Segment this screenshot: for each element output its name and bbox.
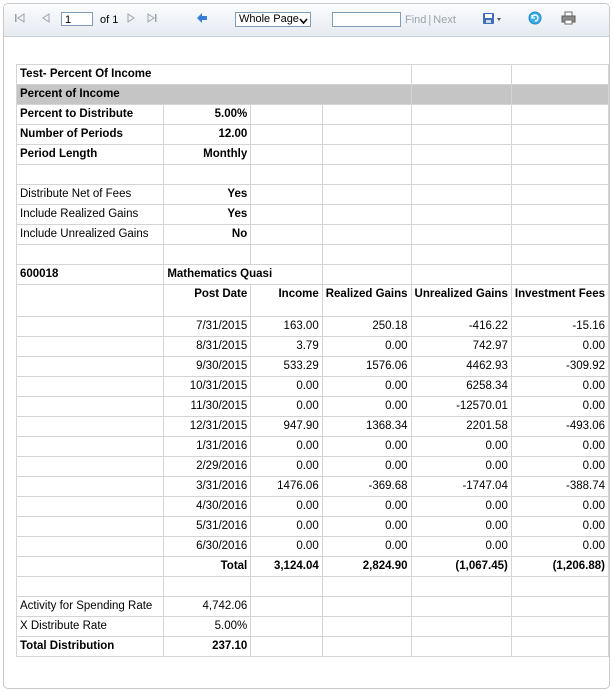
column-header-income: Income [251,285,322,317]
last-page-icon[interactable] [147,13,157,23]
income-cell: 0.00 [251,457,322,477]
chevron-down-icon [299,16,308,29]
setting-label: Period Length [17,145,164,165]
empty-cell [411,597,511,617]
empty-cell [17,417,164,437]
investment-fees-cell: 0.00 [511,537,608,557]
option-row [17,185,609,205]
totals-label: Total [164,557,251,577]
summary-value: 237.10 [164,637,251,657]
empty-cell [411,185,511,205]
account-row [17,265,609,285]
summary-row [17,637,609,657]
summary-row [17,597,609,617]
column-header-row [17,285,609,317]
income-cell: 947.90 [251,417,322,437]
empty-cell [17,477,164,497]
empty-cell [511,105,608,125]
post-date-cell: 6/30/2016 [164,537,251,557]
spacer-row [17,245,609,265]
realized-gains-cell: 0.00 [322,397,411,417]
investment-fees-cell: -15.16 [511,317,608,337]
option-value: Yes [164,185,251,205]
empty-cell [17,245,164,265]
empty-cell [322,145,411,165]
summary-label: X Distribute Rate [17,617,164,637]
table-row [17,317,609,337]
income-cell: 0.00 [251,397,322,417]
zoom-select[interactable] [235,12,311,27]
report-title-row [17,65,609,85]
next-page-icon[interactable] [127,13,135,23]
post-date-cell: 12/31/2015 [164,417,251,437]
empty-cell [251,205,322,225]
realized-gains-cell: 250.18 [322,317,411,337]
empty-cell [411,105,511,125]
table-row [17,517,609,537]
empty-cell [164,577,251,597]
realized-gains-cell: 0.00 [322,517,411,537]
total-realized-gains: 2,824.90 [322,557,411,577]
unrealized-gains-cell: 0.00 [411,537,511,557]
totals-row [17,557,609,577]
empty-cell [511,165,608,185]
empty-cell [511,265,608,285]
empty-cell [411,125,511,145]
table-row [17,357,609,377]
empty-cell [251,597,322,617]
empty-cell [251,245,322,265]
empty-cell [17,377,164,397]
report-viewer-frame [3,3,610,689]
empty-cell [17,357,164,377]
option-value: No [164,225,251,245]
empty-cell [322,105,411,125]
option-row [17,205,609,225]
column-header-investment-fees: Investment Fees [511,285,608,317]
table-row [17,537,609,557]
summary-value: 5.00% [164,617,251,637]
investment-fees-cell: -309.92 [511,357,608,377]
post-date-cell: 8/31/2015 [164,337,251,357]
unrealized-gains-cell: 742.97 [411,337,511,357]
option-label: Include Unrealized Gains [17,225,164,245]
unrealized-gains-cell: 4462.93 [411,357,511,377]
empty-cell [322,597,411,617]
investment-fees-cell: -388.74 [511,477,608,497]
percent-of-income-report-table [16,64,609,657]
empty-cell [17,285,164,317]
empty-cell [17,577,164,597]
find-next-link[interactable]: Next [433,14,456,26]
summary-label: Total Distribution [17,637,164,657]
empty-cell [322,245,411,265]
setting-label: Number of Periods [17,125,164,145]
empty-cell [17,557,164,577]
empty-cell [411,225,511,245]
account-name: Mathematics Quasi [164,265,322,285]
total-unrealized-gains: (1,067.45) [411,557,511,577]
back-arrow-icon[interactable] [197,12,208,24]
summary-label: Activity for Spending Rate [17,597,164,617]
settings-row [17,145,609,165]
empty-cell [322,125,411,145]
empty-cell [251,145,322,165]
empty-cell [251,125,322,145]
setting-value: 12.00 [164,125,251,145]
empty-cell [511,597,608,617]
realized-gains-cell: 0.00 [322,497,411,517]
setting-value: 5.00% [164,105,251,125]
settings-row [17,125,609,145]
empty-cell [17,397,164,417]
empty-cell [164,245,251,265]
first-page-icon[interactable] [15,13,25,23]
empty-cell [17,457,164,477]
unrealized-gains-cell: -416.22 [411,317,511,337]
post-date-cell: 9/30/2015 [164,357,251,377]
empty-cell [17,497,164,517]
empty-cell [411,637,511,657]
realized-gains-cell: 0.00 [322,337,411,357]
total-income: 3,124.04 [251,557,322,577]
empty-cell [411,265,511,285]
empty-cell [511,617,608,637]
post-date-cell: 10/31/2015 [164,377,251,397]
post-date-cell: 3/31/2016 [164,477,251,497]
realized-gains-cell: 0.00 [322,457,411,477]
table-row [17,337,609,357]
column-header-unrealized-gains: Unrealized Gains [411,285,511,317]
empty-cell [511,205,608,225]
empty-cell [251,617,322,637]
empty-cell [411,145,511,165]
empty-cell [411,245,511,265]
table-row [17,437,609,457]
table-row [17,377,609,397]
report-title: Test- Percent Of Income [17,65,412,85]
unrealized-gains-cell: -1747.04 [411,477,511,497]
empty-cell [251,577,322,597]
empty-cell [511,577,608,597]
investment-fees-cell: 0.00 [511,397,608,417]
empty-cell [322,637,411,657]
empty-cell [17,337,164,357]
empty-cell [322,577,411,597]
empty-cell [17,537,164,557]
investment-fees-cell: 0.00 [511,437,608,457]
realized-gains-cell: 0.00 [322,377,411,397]
empty-cell [322,165,411,185]
investment-fees-cell: -493.06 [511,417,608,437]
empty-cell [164,165,251,185]
table-row [17,457,609,477]
income-cell: 1476.06 [251,477,322,497]
income-cell: 3.79 [251,337,322,357]
empty-cell [251,637,322,657]
find-link[interactable]: Find [405,14,427,26]
realized-gains-cell: 0.00 [322,437,411,457]
income-cell: 163.00 [251,317,322,337]
investment-fees-cell: 0.00 [511,377,608,397]
realized-gains-cell: 1368.34 [322,417,411,437]
option-label: Include Realized Gains [17,205,164,225]
spacer-row [17,577,609,597]
investment-fees-cell: 0.00 [511,517,608,537]
empty-cell [511,145,608,165]
summary-value: 4,742.06 [164,597,251,617]
column-header-realized-gains: Realized Gains [322,285,411,317]
post-date-cell: 1/31/2016 [164,437,251,457]
option-label: Distribute Net of Fees [17,185,164,205]
empty-cell [251,185,322,205]
empty-cell [511,245,608,265]
unrealized-gains-cell: 2201.58 [411,417,511,437]
empty-cell [322,265,411,285]
empty-cell [511,637,608,657]
realized-gains-cell: -369.68 [322,477,411,497]
unrealized-gains-cell: 6258.34 [411,377,511,397]
empty-cell [251,225,322,245]
empty-cell [511,225,608,245]
unrealized-gains-cell: 0.00 [411,517,511,537]
summary-row [17,617,609,637]
empty-cell [17,437,164,457]
realized-gains-cell: 0.00 [322,537,411,557]
table-row [17,417,609,437]
empty-cell [17,165,164,185]
option-value: Yes [164,205,251,225]
export-save-icon[interactable] [482,12,502,25]
empty-cell [322,225,411,245]
option-row [17,225,609,245]
empty-cell [322,205,411,225]
income-cell: 0.00 [251,497,322,517]
empty-cell [411,617,511,637]
find-controls: Find | Next [405,14,456,26]
empty-cell [411,165,511,185]
post-date-cell: 4/30/2016 [164,497,251,517]
column-header-post-date: Post Date [164,285,251,317]
setting-value: Monthly [164,145,251,165]
account-id: 600018 [17,265,164,285]
empty-cell [17,517,164,537]
empty-cell [411,577,511,597]
empty-cell [17,317,164,337]
empty-cell [511,185,608,205]
investment-fees-cell: 0.00 [511,497,608,517]
investment-fees-cell: 0.00 [511,337,608,357]
post-date-cell: 2/29/2016 [164,457,251,477]
empty-cell [511,125,608,145]
table-row [17,477,609,497]
empty-cell [411,205,511,225]
income-cell: 0.00 [251,537,322,557]
income-cell: 0.00 [251,517,322,537]
table-row [17,497,609,517]
report-toolbar [4,4,609,37]
print-icon[interactable] [561,11,576,25]
unrealized-gains-cell: -12570.01 [411,397,511,417]
find-input[interactable] [332,12,401,27]
post-date-cell: 11/30/2015 [164,397,251,417]
unrealized-gains-cell: 0.00 [411,437,511,457]
total-investment-fees: (1,206.88) [511,557,608,577]
empty-cell [251,165,322,185]
setting-label: Percent to Distribute [17,105,164,125]
unrealized-gains-cell: 0.00 [411,457,511,477]
post-date-cell: 7/31/2015 [164,317,251,337]
previous-page-icon[interactable] [42,13,50,23]
empty-cell [322,185,411,205]
empty-cell [322,617,411,637]
table-row [17,397,609,417]
empty-cell [251,105,322,125]
section-header-row [17,85,609,105]
post-date-cell: 5/31/2016 [164,517,251,537]
unrealized-gains-cell: 0.00 [411,497,511,517]
spacer-row [17,165,609,185]
section-header: Percent of Income [17,85,412,105]
realized-gains-cell: 1576.06 [322,357,411,377]
settings-row [17,105,609,125]
income-cell: 533.29 [251,357,322,377]
page-count-label: of 1 [100,14,119,26]
refresh-icon[interactable] [528,11,542,25]
zoom-select-value: Whole Page [239,13,299,25]
investment-fees-cell: 0.00 [511,457,608,477]
income-cell: 0.00 [251,437,322,457]
income-cell: 0.00 [251,377,322,397]
page-number-input[interactable]: 1 [61,12,93,26]
